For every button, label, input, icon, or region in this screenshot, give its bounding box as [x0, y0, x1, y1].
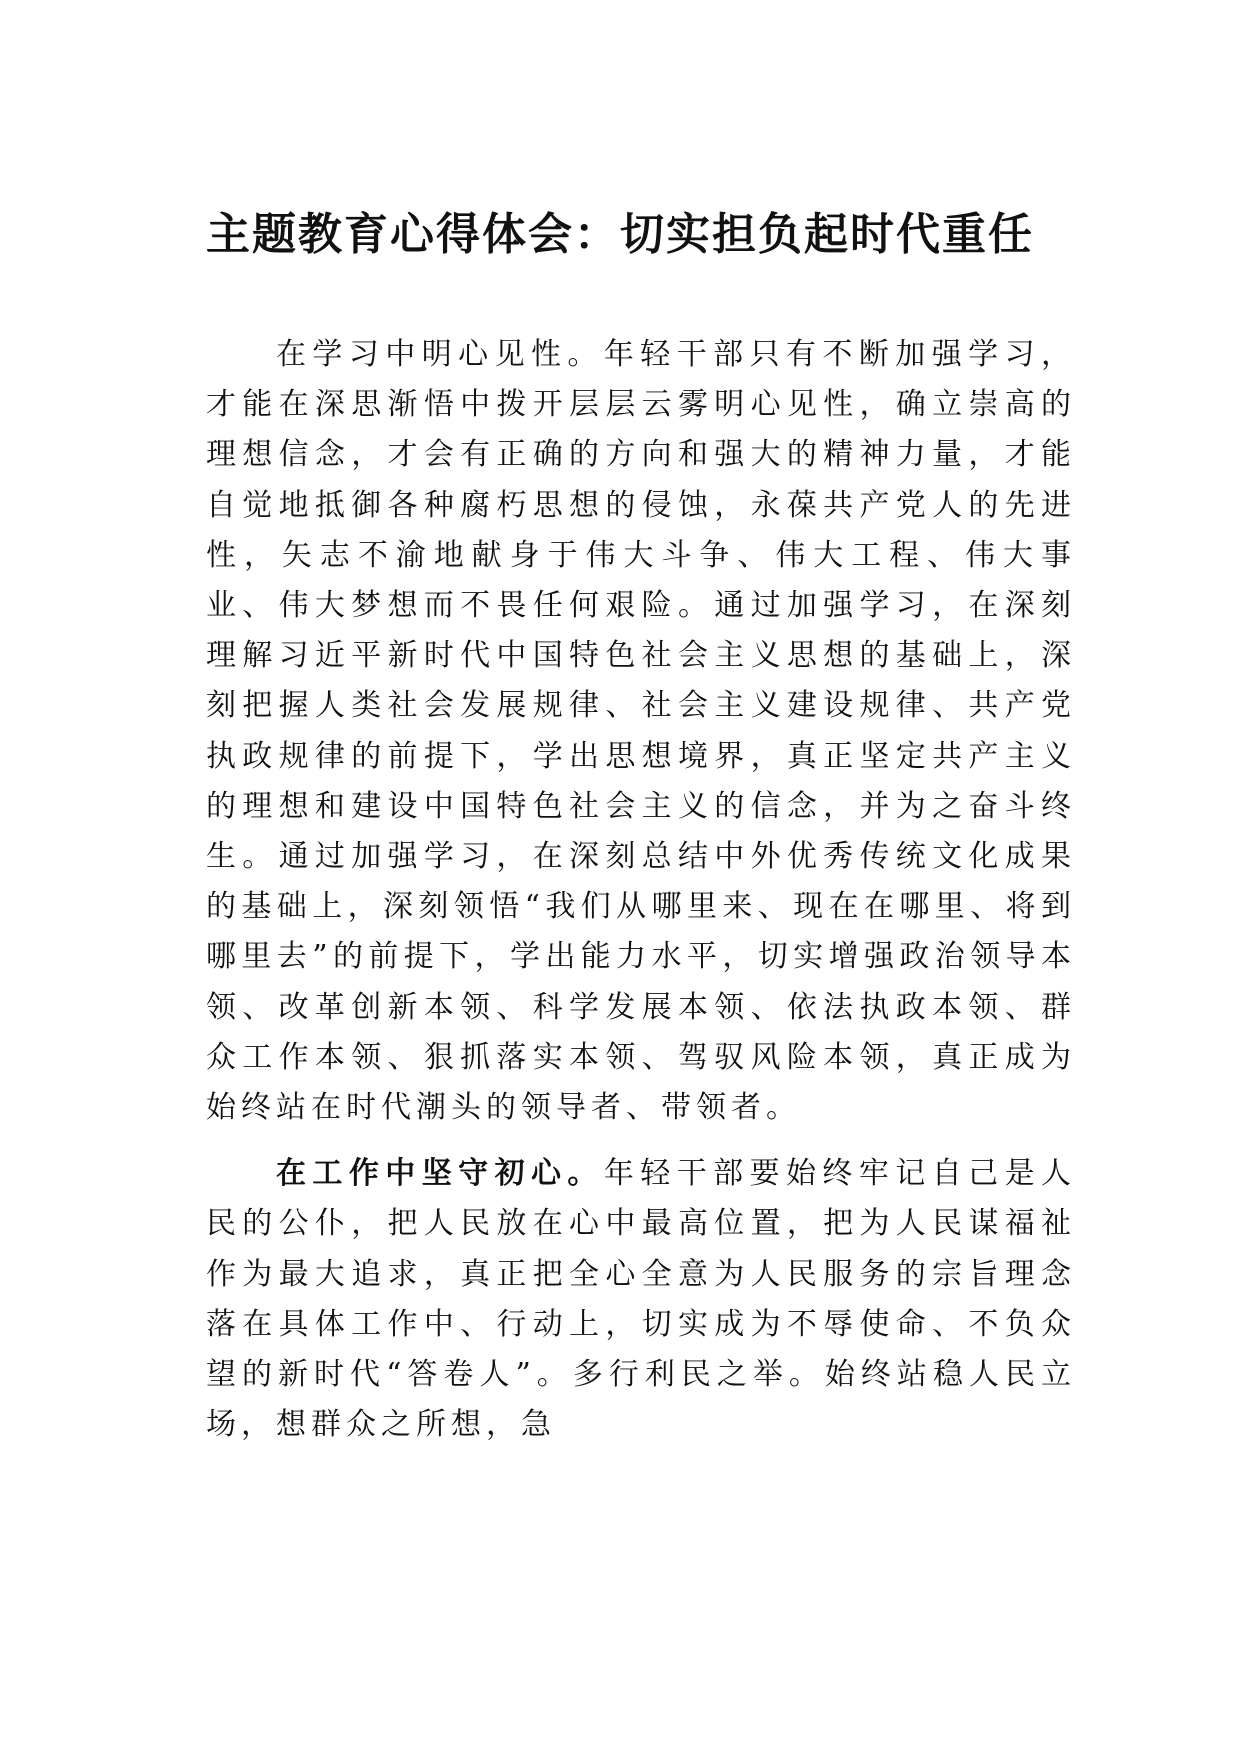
paragraph-work: [206, 1149, 1076, 1450]
paragraph-study: [206, 330, 1076, 1133]
paragraph-text: 年轻干部要始终牢记自己是人民的公仆，把人民放在心中最高位置，把为人民谋福祉作为最大追求，真正把全心全意为人民服务的宗旨理念落在具体工作中、行动上，切实成为不辱使命、不负众望的新时代“答卷人”。多行利民之举。始终站稳人民立场，想群众之所想，急: [206, 1156, 1077, 1443]
document-title: 主题教育心得体会：切实担负起时代重任: [206, 209, 1034, 260]
document-body: [206, 330, 1076, 1450]
paragraph-text: 在学习中明心见性。年轻干部只有不断加强学习，才能在深思渐悟中拨开层层云雾明心见性，确立崇高的理想信念，才会有正确的方向和强大的精神力量，才能自觉地抵御各种腐朽思想的侵蚀，永葆共产党人的先进性，矢志不渝地献身于伟大斗争、伟大工程、伟大事业、伟大梦想而不畏任何艰险。通过加强学习，在深刻理解习近平新时代中国特色社会主义思想的基础上，深刻把握人类社会发展规律、社会主义建设规律、共产党执政规律的前提下，学出思想境界，真正坚定共产主义的理想和建设中国特色社会主义的信念，并为之奋斗终生。通过加强学习，在深刻总结中外优秀传统文化成果的基础上，深刻领悟“我们从哪里来、现在在哪里、将到哪里去”的前提下，学出能力水平，切实增强政治领导本领、改革创新本领、科学发展本领、依法执政本领、群众工作本领、狠抓落实本领、驾驭风险本领，真正成为始终站在时代潮头的领导者、带领者。: [206, 337, 1076, 1126]
paragraph-lead: 在工作中坚守初心。: [276, 1156, 604, 1192]
